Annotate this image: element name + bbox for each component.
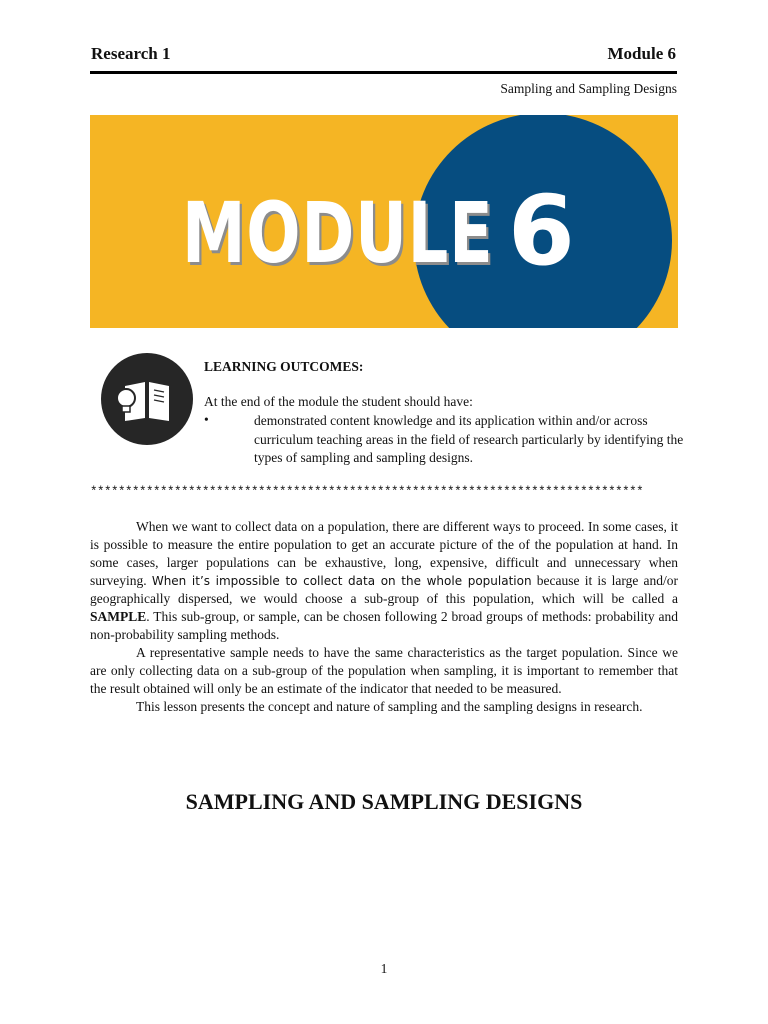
module-banner bbox=[90, 115, 678, 328]
sample-term: SAMPLE bbox=[90, 609, 147, 624]
learning-outcomes-intro: At the end of the module the student should have: bbox=[204, 394, 473, 409]
paragraph-3: This lesson presents the concept and nature of sampling and the sampling designs in research. bbox=[136, 699, 643, 714]
section-title: SAMPLING AND SAMPLING DESIGNS bbox=[185, 789, 583, 814]
paragraph-1-part-b: When it’s impossible to collect data on the whole population bbox=[151, 574, 532, 588]
paragraph-1-part-a: When we want to collect data on a population, there are different ways to proceed. In some cases, it is possible to measure the entire population to get an accurate picture of the of the population at hand. In some cases, larger populations can be exhaustive, long, expensive, difficult and unnecessary when surveying. bbox=[90, 519, 678, 588]
header-rule bbox=[90, 71, 677, 74]
banner-module-word: MODULE bbox=[182, 184, 494, 282]
book-lightbulb-icon bbox=[101, 353, 193, 445]
bullet-marker: • bbox=[204, 412, 209, 427]
body-text bbox=[90, 518, 678, 716]
page-header bbox=[90, 44, 676, 70]
paragraph-2: A representative sample needs to have the same characteristics as the target population. Since we are only collecting data on a sub-group of the population when sampling, it is important to remember that the result obtained will only be an estimate of the indicator that needed to be measured. bbox=[90, 645, 678, 696]
banner-module-number: 6 bbox=[508, 175, 575, 287]
page-number: 1 bbox=[380, 961, 388, 976]
module-label: Module 6 bbox=[607, 44, 676, 63]
learning-outcome-item: demonstrated content knowledge and its application within and/or across curriculum teaching areas in the field of research particularly by identifying the types of sampling and sampling designs. bbox=[254, 413, 684, 465]
learning-outcomes-title: LEARNING OUTCOMES: bbox=[204, 359, 364, 374]
paragraph-1 bbox=[90, 518, 678, 644]
module-subtitle: Sampling and Sampling Designs bbox=[500, 81, 677, 96]
paragraph-1-part-c: because it is large and/or geographically dispersed, we would choose a sub-group of this population, which will be called a bbox=[90, 573, 679, 606]
asterisk-divider: ******************************************************************************* bbox=[90, 485, 644, 499]
paragraph-1-part-d: . This sub-group, or sample, can be chosen following 2 broad groups of methods: probability and non-probability sampling methods. bbox=[90, 609, 678, 642]
course-title: Research 1 bbox=[91, 44, 171, 63]
